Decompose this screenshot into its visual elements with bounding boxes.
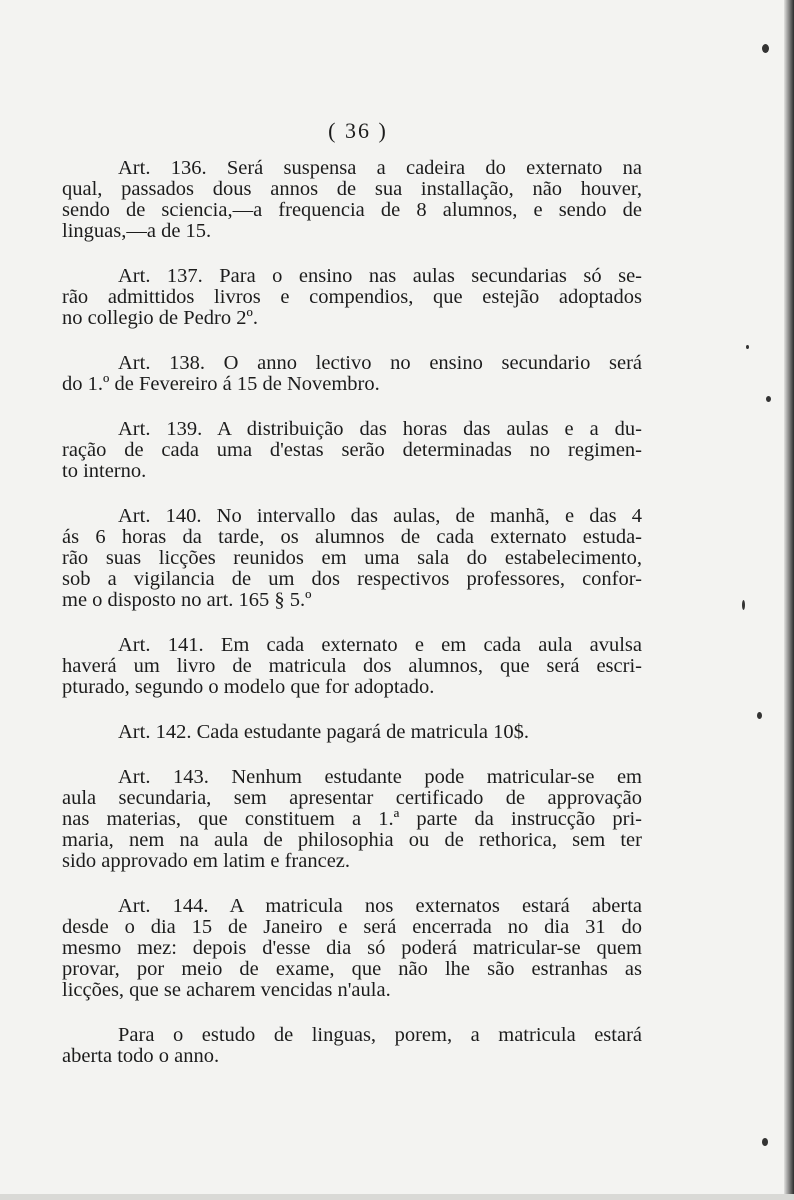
article-line: desde o dia 15 de Janeiro e será encerrada no dia 31 do (62, 916, 642, 938)
article-line: aula secundaria, sem apresentar certificado de approvação (62, 787, 642, 809)
article-paragraph (62, 767, 642, 872)
article-paragraph (62, 419, 642, 482)
article-paragraph (62, 896, 642, 1001)
article-line: pturado, segundo o modelo que for adoptado. (62, 676, 435, 698)
article-line: haverá um livro de matricula dos alumnos, que será escri- (62, 655, 642, 677)
scan-speck (757, 712, 762, 719)
article-line: Art. 141. Em cada externato e em cada aula avulsa (118, 634, 642, 656)
article-line: Art. 138. O anno lectivo no ensino secundario será (118, 352, 642, 374)
article-line: licções, que se acharem vencidas n'aula. (62, 979, 391, 1001)
article-line: do 1.º de Fevereiro á 15 de Novembro. (62, 373, 380, 395)
article-line: sido approvado em latim e francez. (62, 850, 351, 872)
article-paragraph (62, 158, 642, 242)
article-line: maria, nem na aula de philosophia ou de rethorica, sem ter (62, 829, 642, 851)
article-paragraph (62, 353, 642, 395)
article-line: Art. 140. No intervallo das aulas, de manhã, e das 4 (118, 505, 642, 527)
article-line: Art. 136. Será suspensa a cadeira do externato na (118, 157, 642, 179)
article-paragraph (62, 1025, 642, 1067)
scan-speck (762, 1138, 768, 1146)
scan-speck (762, 44, 769, 53)
article-line: me o disposto no art. 165 § 5.º (62, 589, 312, 611)
article-paragraph (62, 635, 642, 698)
article-line: mesmo mez: depois d'esse dia só poderá matricular-se quem (62, 937, 642, 959)
article-line: sob a vigilancia de um dos respectivos professores, confor- (62, 568, 642, 590)
article-line: Art. 142. Cada estudante pagará de matricula 10$. (118, 721, 529, 743)
scan-edge (784, 0, 794, 1200)
document-page (62, 118, 642, 1091)
article-paragraph (62, 722, 642, 743)
article-line: rão suas licções reunidos em uma sala do estabelecimento, (62, 547, 642, 569)
article-line: Para o estudo de linguas, porem, a matricula estará (118, 1024, 642, 1046)
article-line: ás 6 horas da tarde, os alumnos de cada externato estuda- (62, 526, 642, 548)
article-line: provar, por meio de exame, que não lhe são estranhas as (62, 958, 642, 980)
article-line: ração de cada uma d'estas serão determinadas no regimen- (62, 439, 642, 461)
scan-speck (742, 600, 745, 610)
article-line: aberta todo o anno. (62, 1045, 220, 1067)
article-line: Art. 139. A distribuição das horas das aulas e a du- (118, 418, 642, 440)
article-paragraph (62, 506, 642, 611)
scan-speck (746, 345, 749, 349)
article-line: sendo de sciencia,—a frequencia de 8 alumnos, e sendo de (62, 199, 642, 221)
articles-container (62, 158, 642, 1067)
scan-speck (766, 396, 771, 402)
article-line: no collegio de Pedro 2º. (62, 307, 258, 329)
article-line: nas materias, que constituem a 1.ª parte da instrucção pri- (62, 808, 642, 830)
article-line: Art. 143. Nenhum estudante pode matricular-se em (118, 766, 642, 788)
scan-edge-bottom (0, 1194, 794, 1200)
page-number: ( 36 ) (328, 118, 388, 143)
article-line: Art. 144. A matricula nos externatos estará aberta (118, 895, 642, 917)
article-line: to interno. (62, 460, 147, 482)
article-line: linguas,—a de 15. (62, 220, 212, 242)
article-paragraph (62, 266, 642, 329)
article-line: Art. 137. Para o ensino nas aulas secundarias só se- (118, 265, 642, 287)
article-line: qual, passados dous annos de sua installação, não houver, (62, 178, 642, 200)
article-line: rão admittidos livros e compendios, que estejão adoptados (62, 286, 642, 308)
